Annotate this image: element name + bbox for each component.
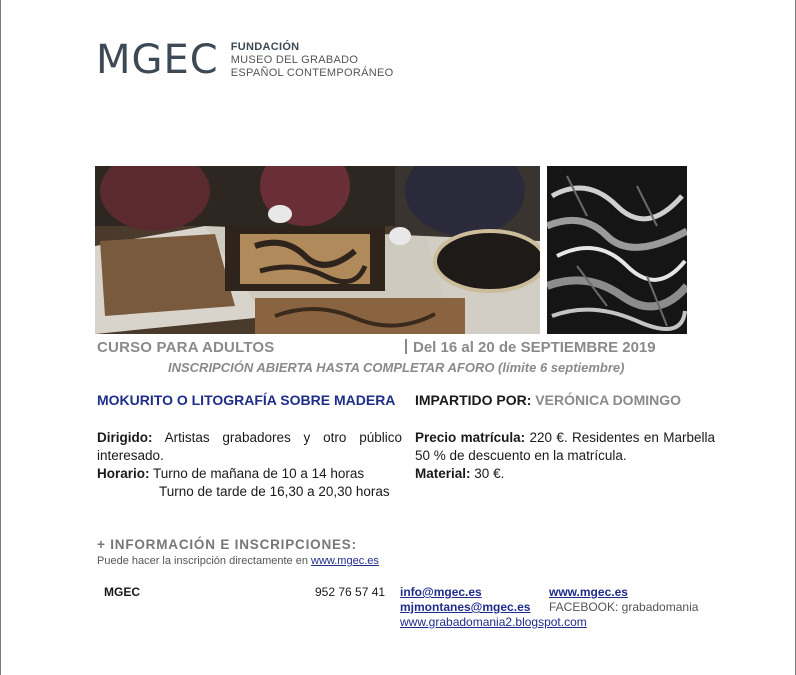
- info-heading: + INFORMACIÓN E INSCRIPCIONES:: [97, 537, 357, 552]
- schedule-label: Horario:: [97, 466, 150, 481]
- divider-bar: [405, 339, 407, 354]
- logo-line-3: ESPAÑOL CONTEMPORÁNEO: [230, 66, 394, 79]
- directed-label: Dirigido:: [97, 430, 153, 445]
- course-dates-text: Del 16 al 20 de SEPTIEMBRE 2019: [413, 339, 656, 356]
- taught-by-label: IMPARTIDO POR:: [415, 392, 532, 408]
- contact-org: MGEC: [104, 585, 140, 599]
- price-label: Precio matrícula:: [415, 430, 526, 445]
- info-note-text: Puede hacer la inscripción directamente en: [97, 555, 308, 567]
- price-text: 220 €. Residentes en Marbella 50 % de descuento en la matrícula.: [415, 430, 715, 463]
- schedule-morning: Turno de mañana de 10 a 14 horas: [153, 466, 365, 481]
- teacher-name: VERÓNICA DOMINGO: [535, 392, 682, 408]
- teacher-line: [415, 392, 681, 408]
- contact-web-link[interactable]: www.mgec.es: [549, 585, 628, 599]
- material-text: 30 €.: [474, 466, 505, 481]
- artwork-photo-graphic: [547, 166, 687, 334]
- price-paragraph: [415, 429, 715, 465]
- workshop-photo: [95, 166, 540, 334]
- logo-text: [231, 41, 394, 80]
- logo-mark: MGEC: [96, 37, 219, 83]
- contact-email-mjmontanes[interactable]: mjmontanes@mgec.es: [400, 600, 531, 614]
- directed-text: Artistas grabadores y otro público interesado.: [97, 430, 402, 463]
- logo-line-2: MUSEO DEL GRABADO: [230, 53, 359, 66]
- contact-phone: 952 76 57 41: [315, 585, 386, 599]
- schedule-paragraph: [97, 465, 402, 483]
- contact-email-info[interactable]: info@mgec.es: [400, 585, 482, 599]
- course-audience: CURSO PARA ADULTOS: [97, 339, 275, 356]
- mgec-logo: [96, 37, 394, 83]
- workshop-photo-graphic: [95, 166, 540, 334]
- contact-facebook: FACEBOOK: grabadomania: [549, 600, 699, 614]
- contact-blog-link[interactable]: www.grabadomania2.blogspot.com: [400, 615, 587, 629]
- info-note-link[interactable]: www.mgec.es: [311, 555, 379, 567]
- material-label: Material:: [415, 466, 471, 481]
- course-dates: [405, 339, 656, 356]
- artwork-photo: [547, 166, 687, 334]
- directed-paragraph: [97, 429, 402, 465]
- info-note: [97, 555, 379, 567]
- logo-line-1: FUNDACIÓN: [230, 40, 300, 53]
- left-details: [97, 429, 402, 501]
- registration-note: INSCRIPCIÓN ABIERTA HASTA COMPLETAR AFORO (límite 6 septiembre): [168, 360, 625, 375]
- material-paragraph: [415, 465, 715, 483]
- course-title: MOKURITO O LITOGRAFÍA SOBRE MADERA: [97, 392, 396, 408]
- right-details: [415, 429, 715, 483]
- schedule-afternoon: Turno de tarde de 16,30 a 20,30 horas: [159, 484, 390, 499]
